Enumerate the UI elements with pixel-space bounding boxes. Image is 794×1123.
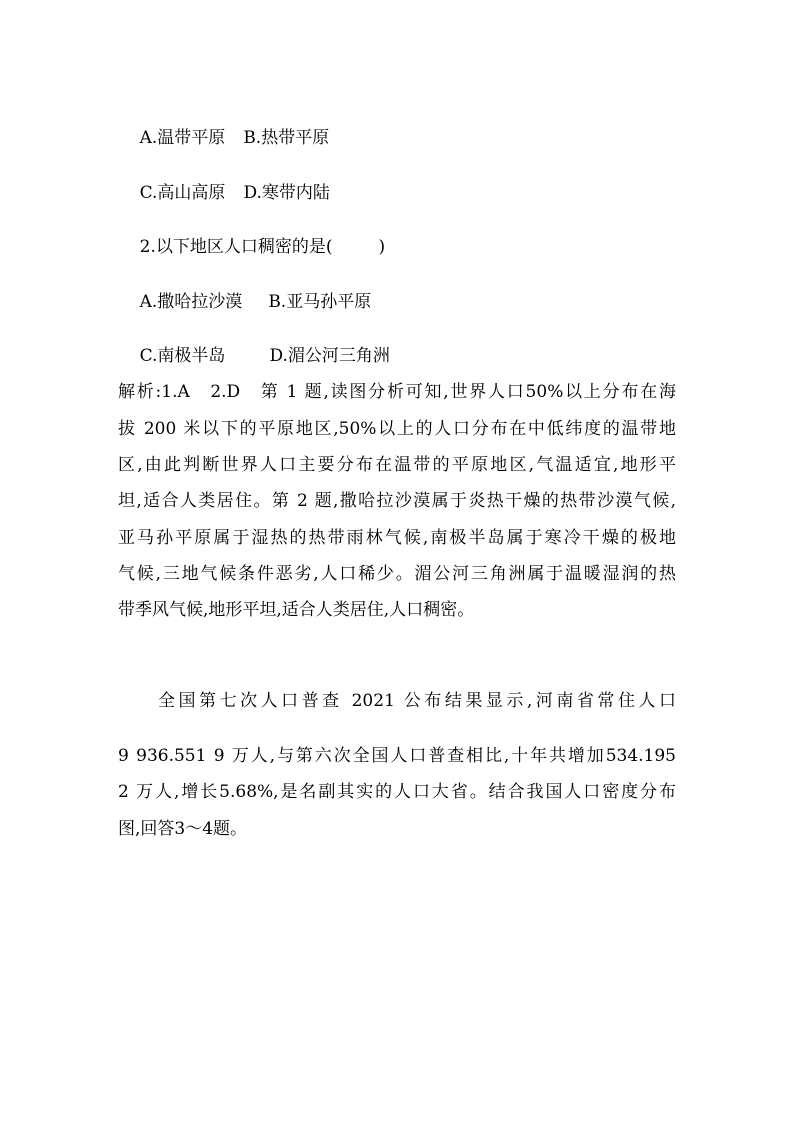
q2-option-d[interactable]: D.湄公河三角洲 — [269, 346, 390, 366]
q1-option-c[interactable]: C.高山高原 — [139, 183, 226, 203]
q2-stem-close: ) — [378, 237, 386, 257]
q2-option-c[interactable]: C.南极半岛 — [139, 346, 226, 366]
analysis-line: 区,由此判断世界人口主要分布在温带的平原地区,气温适宜,地形平 — [118, 455, 676, 475]
passage-line: 全国第七次人口普查 2021 公布结果显示,河南省常住人口 — [158, 691, 676, 711]
q2-options-row-1 — [118, 272, 371, 332]
passage-line: 图,回答3～4题。 — [118, 819, 248, 839]
q1-options-row-2 — [118, 163, 330, 223]
q2-stem — [118, 217, 385, 277]
analysis-line: 亚马孙平原属于湿热的热带雨林气候,南极半岛属于寒冷干燥的极地 — [118, 528, 676, 548]
q1-option-a[interactable]: A.温带平原 — [139, 128, 226, 148]
q2-option-a[interactable]: A.撒哈拉沙漠 — [139, 292, 243, 312]
q1-option-d[interactable]: D.寒带内陆 — [243, 183, 330, 203]
q2-options-row-2 — [118, 326, 390, 386]
q1-options-row-1 — [118, 108, 329, 168]
analysis-line: 拔 200 米以下的平原地区,50%以上的人口分布在中低纬度的温带地 — [118, 419, 676, 439]
analysis-line: 解析:1.A 2.D 第 1 题,读图分析可知,世界人口50%以上分布在海 — [118, 382, 676, 402]
passage-line: 2 万人,增长5.68%,是名副其实的人口大省。结合我国人口密度分布 — [118, 782, 676, 802]
q1-option-b[interactable]: B.热带平原 — [243, 128, 330, 148]
q2-stem-text: 2.以下地区人口稠密的是( — [139, 237, 333, 257]
analysis-line: 带季风气候,地形平坦,适合人类居住,人口稠密。 — [118, 600, 475, 620]
analysis-line: 坦,适合人类居住。第 2 题,撒哈拉沙漠属于炎热干燥的热带沙漠气候, — [118, 491, 676, 511]
passage-line: 9 936.551 9 万人,与第六次全国人口普查相比,十年共增加534.195 — [118, 746, 676, 766]
analysis-line: 气候,三地气候条件恶劣,人口稀少。湄公河三角洲属于温暖湿润的热 — [118, 564, 676, 584]
q2-option-b[interactable]: B.亚马孙平原 — [268, 292, 372, 312]
